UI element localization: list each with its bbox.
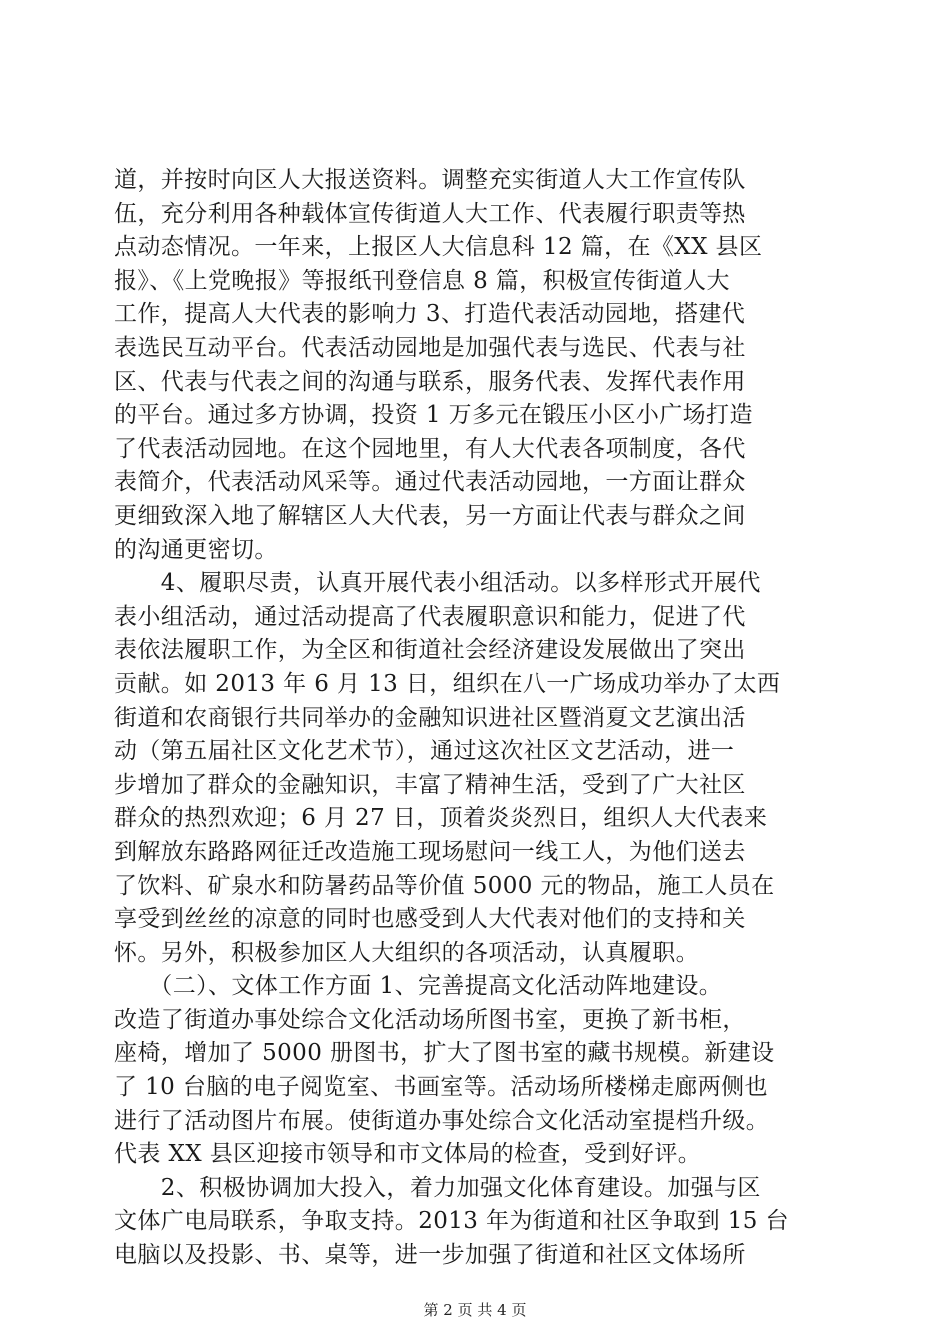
text-line: 4、履职尽责，认真开展代表小组活动。以多样形式开展代 [114, 570, 761, 597]
text-line: 享受到丝丝的凉意的同时也感受到人大代表对他们的支持和关 [114, 906, 746, 933]
text-line: 表依法履职工作，为全区和街道社会经济建设发展做出了突出 [114, 637, 746, 664]
text-line: 怀。另外，积极参加区人大组织的各项活动，认真履职。 [114, 939, 699, 966]
text-line: 代表 XX 县区迎接市领导和市文体局的检查，受到好评。 [114, 1141, 702, 1168]
text-line: 点动态情况。一年来，上报区人大信息科 12 篇，在《XX 县区 [114, 234, 763, 261]
text-line: 贡献。如 2013 年 6 月 13 日，组织在八一广场成功举办了太西 [114, 670, 781, 697]
text-line: 更细致深入地了解辖区人大代表，另一方面让代表与群众之间 [114, 502, 746, 529]
text-line: 街道和农商银行共同举办的金融知识进社区暨消夏文艺演出活 [114, 704, 746, 731]
text-line: 座椅，增加了 5000 册图书，扩大了图书室的藏书规模。新建设 [114, 1040, 775, 1067]
text-line: 伍，充分利用各种载体宣传街道人大工作、代表履行职责等热 [114, 200, 746, 227]
text-line: 区、代表与代表之间的沟通与联系，服务代表、发挥代表作用 [114, 368, 746, 395]
text-line: 群众的热烈欢迎；6 月 27 日，顶着炎炎烈日，组织人大代表来 [114, 805, 768, 832]
text-line: 进行了活动图片布展。使街道办事处综合文化活动室提档升级。 [114, 1107, 770, 1134]
text-line: 道，并按时向区人大报送资料。调整充实街道人大工作宣传队 [114, 167, 746, 193]
text-line: 了 10 台脑的电子阅览室、书画室等。活动场所楼梯走廊两侧也 [114, 1074, 768, 1100]
text-line: 电脑以及投影、书、桌等，进一步加强了街道和社区文体场所 [114, 1242, 746, 1268]
text-line: 表小组活动，通过活动提高了代表履职意识和能力，促进了代 [114, 603, 746, 630]
text-line: 报》、《上党晚报》等报纸刊登信息 8 篇，积极宣传街道人大 [114, 267, 730, 294]
text-line: 到解放东路路网征迁改造施工现场慰问一线工人，为他们送去 [114, 838, 746, 865]
text-line: 表选民互动平台。代表活动园地是加强代表与选民、代表与社 [114, 335, 746, 361]
text-line: （二）、文体工作方面 1、完善提高文化活动阵地建设。 [114, 973, 723, 1000]
text-line: 改造了街道办事处综合文化活动场所图书室，更换了新书柜， [114, 1006, 746, 1033]
text-line: 的平台。通过多方协调，投资 1 万多元在锻压小区小广场打造 [114, 402, 753, 429]
text-line: 工作，提高人大代表的影响力 3、打造代表活动园地，搭建代 [114, 301, 746, 328]
text-line: 动（第五届社区文化艺术节），通过这次社区文艺活动，进一 [114, 738, 735, 765]
page-number-footer: 第 2 页 共 4 页 [423, 1301, 527, 1319]
text-line: 了饮料、矿泉水和防暑药品等价值 5000 元的物品，施工人员在 [114, 872, 775, 899]
text-line: 2、积极协调加大投入，着力加强文化体育建设。加强与区 [114, 1174, 761, 1201]
text-line: 表简介，代表活动风采等。通过代表活动园地，一方面让群众 [114, 469, 746, 496]
text-line: 步增加了群众的金融知识，丰富了精神生活，受到了广大社区 [114, 771, 746, 798]
text-line: 文体广电局联系，争取支持。2013 年为街道和社区争取到 15 台 [114, 1208, 789, 1235]
text-line: 了代表活动园地。在这个园地里，有人大代表各项制度，各代 [114, 435, 746, 462]
text-line: 的沟通更密切。 [114, 536, 278, 563]
